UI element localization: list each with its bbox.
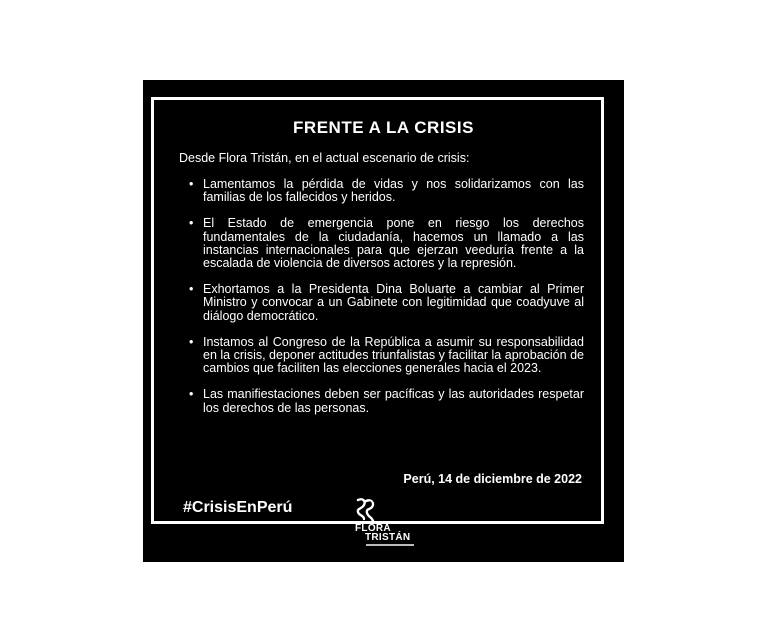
bullet-text: Instamos al Congreso de la República a asumir su responsabilidad en la crisis, deponer actitudes triunfalistas y facilitar la aprobación de cambios que faciliten las elecciones generales hacia el 2023. xyxy=(203,334,584,376)
bullet-text: El Estado de emergencia pone en riesgo los derechos fundamentales de la ciudadanía, hacemos un llamado a las instancias internacionales para que ejerzan veeduría frente a la escalada de violencia de diversos actores y la represión. xyxy=(203,216,584,271)
bullet-glyph: • xyxy=(189,282,194,297)
bullet-item xyxy=(187,388,584,414)
bullet-item xyxy=(187,178,584,204)
bullet-text: Las manifiestaciones deben ser pacíficas y las autoridades respetar los derechos de las personas. xyxy=(203,387,584,415)
bullet-text: Lamentamos la pérdida de vidas y nos solidarizamos con las familias de los fallecidos y heridos. xyxy=(203,177,584,205)
logo-text-flora: FLORA xyxy=(355,523,391,534)
statement-card xyxy=(143,80,624,562)
bullet-item xyxy=(187,283,584,323)
statement-date: Perú, 14 de diciembre de 2022 xyxy=(403,472,582,486)
logo-tagline xyxy=(366,544,414,546)
logo-text-tristan: TRISTÁN xyxy=(365,532,411,543)
bullet-glyph: • xyxy=(189,177,194,191)
bullet-item xyxy=(187,336,584,376)
hashtag: #CrisisEnPerú xyxy=(183,499,293,516)
bullet-text: Exhortamos a la Presidenta Dina Boluarte a cambiar al Primer Ministro y convocar a un Gabinete con legitimidad que coadyuve al diálogo democrático. xyxy=(203,282,584,323)
bullet-glyph: • xyxy=(189,387,194,402)
flora-tristan-logo xyxy=(342,497,432,557)
statement-bullets xyxy=(187,178,584,428)
bullet-glyph: • xyxy=(189,334,194,349)
bullet-glyph: • xyxy=(189,216,194,231)
bullet-item xyxy=(187,217,584,270)
statement-intro: Desde Flora Tristán, en el actual escenario de crisis: xyxy=(179,151,470,165)
flora-tristan-logo-icon xyxy=(352,497,378,523)
statement-title: FRENTE A LA CRISIS xyxy=(293,118,474,137)
